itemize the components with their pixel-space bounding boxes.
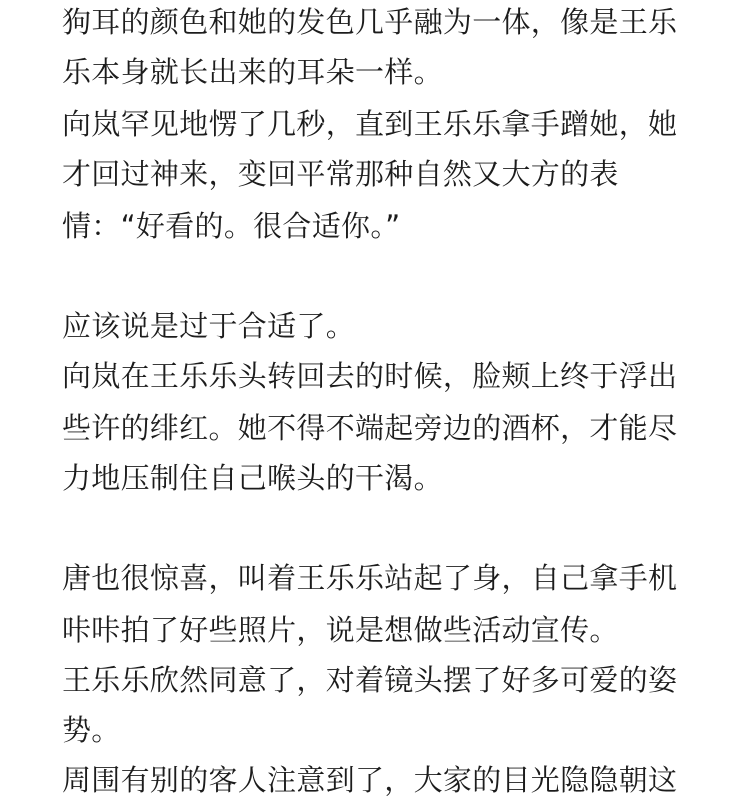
text-line: 力地压制住自己喉头的干渴。: [62, 461, 443, 495]
text-line: 情：“好看的。很合适你。”: [62, 209, 401, 243]
text-line: 势。: [62, 713, 121, 747]
text-line: 乐本身就长出来的耳朵一样。: [62, 55, 443, 89]
text-line: 咔咔拍了好些照片，说是想做些活动宣传。: [62, 613, 619, 647]
text-line: 才回过神来，变回平常那种自然又大方的表: [62, 157, 619, 191]
text-line: 唐也很惊喜，叫着王乐乐站起了身，自己拿手机: [62, 561, 678, 595]
text-line: 些许的绯红。她不得不端起旁边的酒杯，才能尽: [62, 411, 678, 445]
text-line: 狗耳的颜色和她的发色几乎融为一体，像是王乐: [62, 5, 678, 39]
text-line: 周围有别的客人注意到了，大家的目光隐隐朝这: [62, 763, 678, 797]
text-line: 应该说是过于合适了。: [62, 309, 356, 343]
text-line: 王乐乐欣然同意了，对着镜头摆了好多可爱的姿: [62, 663, 678, 697]
text-line: 向岚在王乐乐头转回去的时候，脸颊上终于浮出: [62, 359, 678, 393]
text-line: 向岚罕见地愣了几秒，直到王乐乐拿手蹭她，她: [62, 107, 678, 141]
